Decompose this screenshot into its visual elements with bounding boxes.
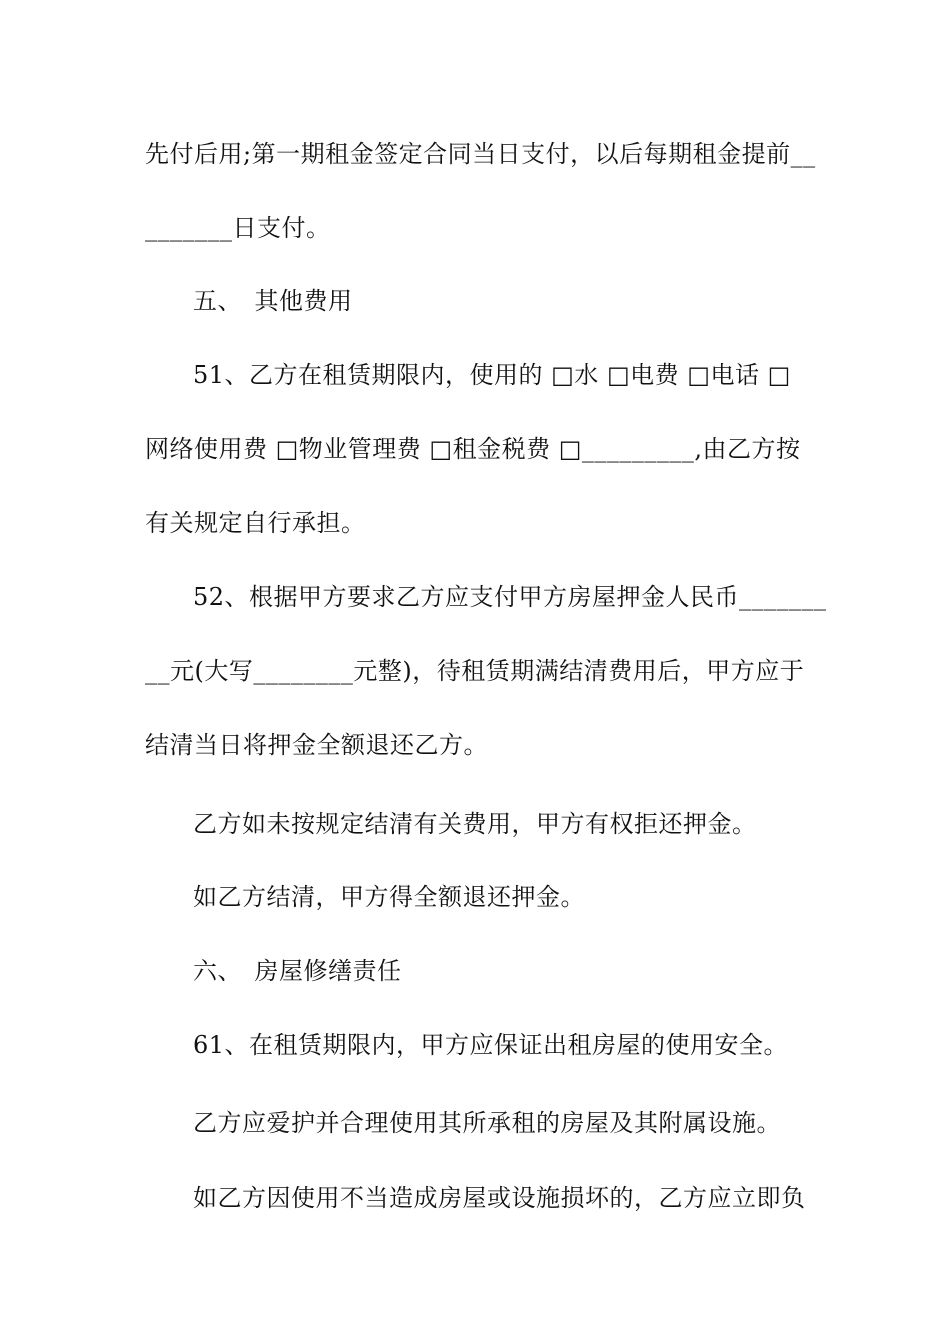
text-line: 结清当日将押金全额退还乙方。: [145, 731, 488, 759]
text-line: 先付后用;第一期租金签定合同当日支付，以后每期租金提前__: [145, 140, 816, 168]
text-line: 有关规定自行承担。: [145, 509, 366, 537]
text-line: 如乙方结清，甲方得全额退还押金。: [193, 883, 585, 911]
text-line: 51、乙方在租赁期限内，使用的 □水 □电费 □电话 □: [193, 361, 791, 389]
text-line: _______日支付。: [145, 214, 331, 242]
section-heading: 六、 房屋修缮责任: [193, 957, 402, 985]
text-line: 乙方应爱护并合理使用其所承租的房屋及其附属设施。: [193, 1109, 781, 1137]
section-heading: 五、 其他费用: [193, 287, 353, 315]
text-line: 如乙方因使用不当造成房屋或设施损坏的，乙方应立即负: [193, 1184, 806, 1212]
text-line: 61、在租赁期限内，甲方应保证出租房屋的使用安全。: [193, 1031, 789, 1059]
text-line: 网络使用费 □物业管理费 □租金税费 □_________,由乙方按: [145, 435, 801, 463]
text-line: __元(大写________元整)，待租赁期满结清费用后，甲方应于: [145, 657, 805, 685]
text-line: 乙方如未按规定结清有关费用，甲方有权拒还押金。: [193, 810, 757, 838]
text-line: 52、根据甲方要求乙方应支付甲方房屋押金人民币_______: [193, 583, 827, 611]
